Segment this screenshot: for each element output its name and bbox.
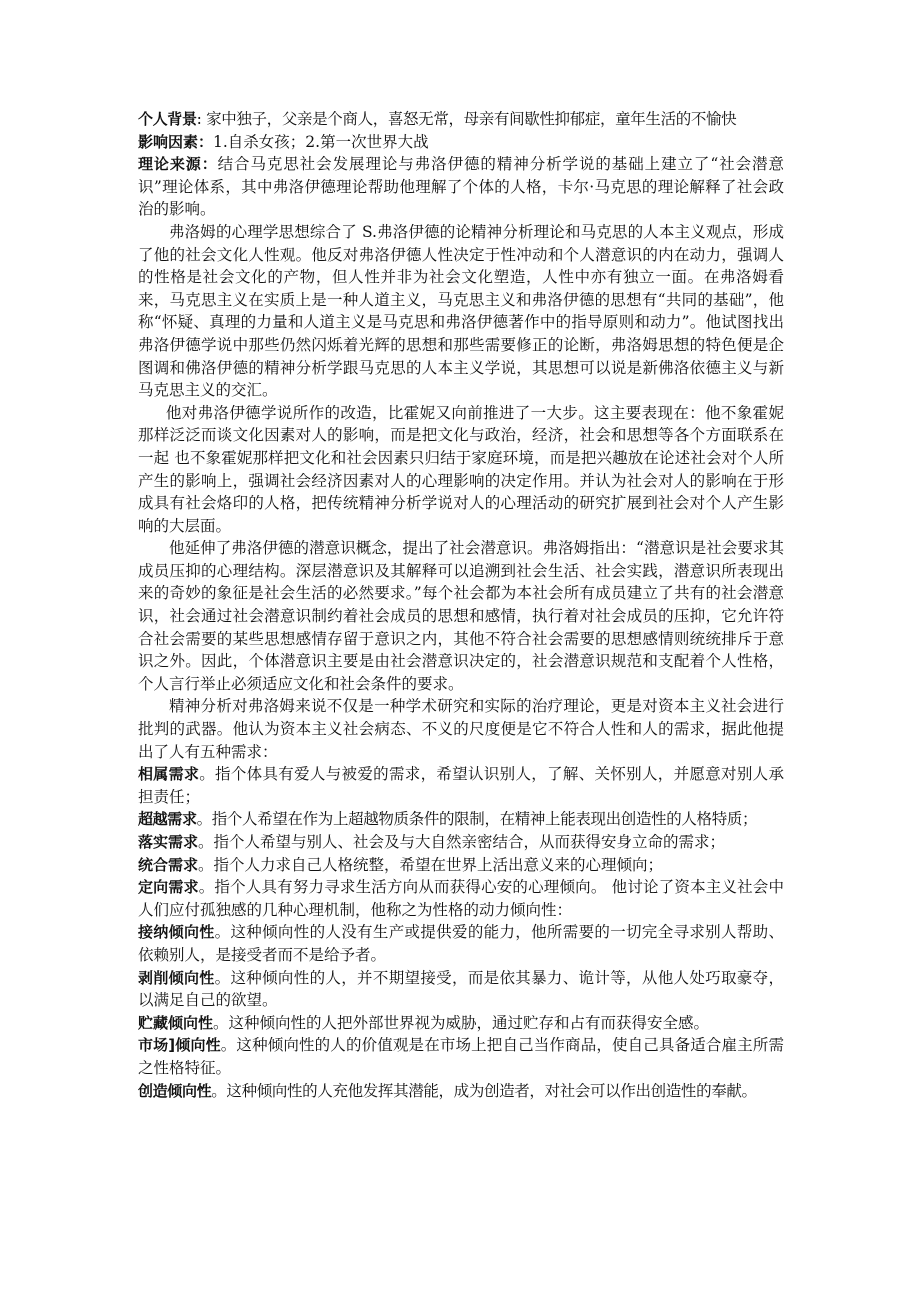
orientation-item xyxy=(138,921,784,966)
need-item xyxy=(138,763,784,808)
need-label: 落实需求 xyxy=(138,833,199,851)
paragraph-synthesis: 弗洛姆的心理学思想综合了 S.弗洛伊德的论精神分析理论和马克思的人本主义观点，形成了他的社会文化人性观。他反对弗洛伊德人性决定于性冲动和个人潜意识的内在动力，强调人的性格是社会文化的产物，但人性并非为社会文化塑造，人性中亦有独立一面。在弗洛姆看来，马克思主义在实质上是一种人道主义，马克思主义和弗洛伊德的思想有“共同的基础”，他称“怀疑、真理的力量和人道主义是马克思和弗洛伊德著作中的指导原则和动力”。他试图找出弗洛伊德学说中那些仍然闪烁着光辉的思想和那些需要修正的论断，弗洛姆思想的特色便是企图调和佛洛伊德的精神分析学跟马克思的人本主义学说，其思想可以说是新佛洛依德主义与新马克思主义的交汇。 xyxy=(138,222,784,400)
need-item xyxy=(138,854,784,877)
orientation-item xyxy=(138,1012,784,1035)
personal-background-label: 个人背景 xyxy=(138,110,197,128)
need-text: 。指个人希望在作为上超越物质条件的限制，在精神上能表现出创造性的人格特质； xyxy=(196,810,758,829)
personal-background-text: 家中独子，父亲是个商人，喜怒无常，母亲有间歇性抑郁症，童年生活的不愉快 xyxy=(206,110,737,128)
theory-source-label: 理论来源： xyxy=(138,155,218,174)
need-item xyxy=(138,831,784,854)
document-body xyxy=(138,108,784,1102)
need-text: 。指个体具有爱人与被爱的需求，希望认识别人，了解、关怀别人，并愿意对别人承担责任； xyxy=(138,765,784,806)
orientation-text: 。这种倾向性的人，并不期望接受，而是依其暴力、诡计等，从他人处巧取豪夺，以满足自己的欲望。 xyxy=(138,968,784,1010)
need-text: 。指个人具有努力寻求生活方向从而获得心安的心理倾向。 他讨论了资本主义社会中人们应付孤独感的几种心理机制，他称之为性格的动力倾向性： xyxy=(138,878,784,919)
theory-source-text: 结合马克思社会发展理论与弗洛伊德的精神分析学说的基础上建立了“社会潜意识”理论体系，其中弗洛伊德理论帮助他理解了个体的人格，卡尔·马克思的理论解释了社会政治的影响。 xyxy=(138,155,784,219)
orientation-label: 接纳倾向性 xyxy=(138,923,215,942)
orientation-label: 创造倾向性 xyxy=(138,1081,212,1100)
need-text: 。指个人力求自己人格统整，希望在世界上活出意义来的心理倾向； xyxy=(198,855,664,874)
orientation-text: 。这种倾向性的人的价值观是在市场上把自己当作商品，使自己具备适合雇主所需之性格特征。 xyxy=(138,1036,784,1077)
orientation-text: 。这种倾向性的人充他发挥其潜能，成为创造者，对社会可以作出创造性的奉献。 xyxy=(211,1081,757,1100)
theory-source xyxy=(138,153,784,221)
orientation-item xyxy=(138,1080,784,1103)
paragraph-social-unconscious: 他延伸了弗洛伊德的潜意识概念，提出了社会潜意识。弗洛姆指出：“潜意识是社会要求其成员压抑的心理结构。深层潜意识及其解释可以追溯到社会生活、社会实践，潜意识所表现出来的奇妙的象征是社会生活的必然要求。”每个社会都为本社会所有成员建立了共有的社会潜意识，社会通过社会潜意识制约着社会成员的思想和感情，执行着对社会成员的压抑，它允许符合社会需要的某些思想感情存留于意识之内，其他不符合社会需要的思想感情则统统排斥于意识之外。因此，个体潜意识主要是由社会潜意识决定的，社会潜意识规范和支配着个人性格，个人言行举止必须适应文化和社会条件的要求。 xyxy=(138,539,784,693)
influence-factors-text: 1.自杀女孩；2.第一次世界大战 xyxy=(213,132,429,151)
influence-factors xyxy=(138,131,784,154)
orientation-label: 市场]倾向性 xyxy=(138,1036,221,1055)
paragraph-reform: 他对弗洛伊德学说所作的改造，比霍妮又向前推进了一大步。这主要表现在：他不象霍妮那样泛泛而谈文化因素对人的影响，而是把文化与政治，经济，社会和思想等各个方面联系在一起 也不象霍妮那样把文化和社会因素只归结于家庭环境，而是把兴趣放在论述社会对个人所产生的影响上，强调社会经济因素对人的心理影响的决定作用。并认为社会对人的影响在于形成具有社会烙印的人格，把传统精神分析学说对人的心理活动的研究扩展到社会对个人产生影响的大层面。 xyxy=(138,403,784,535)
orientation-item xyxy=(138,1034,784,1079)
orientation-label: 剥削倾向性 xyxy=(138,968,215,987)
orientation-item xyxy=(138,967,784,1012)
need-item xyxy=(138,808,784,831)
orientation-text: 。这种倾向性的人把外部世界视为威胁，通过贮存和占有而获得安全感。 xyxy=(213,1013,710,1032)
orientation-label: 贮藏倾向性 xyxy=(138,1013,214,1032)
need-item xyxy=(138,876,784,921)
personal-background: 个人背景: 家中独子，父亲是个商人，喜怒无常，母亲有间歇性抑郁症，童年生活的不愉快 xyxy=(138,110,737,128)
orientation-text: 。这种倾向性的人没有生产或提供爱的能力，他所需要的一切完全寻求别人帮助、依赖别人，是接受者而不是给予者。 xyxy=(138,923,784,964)
need-label: 超越需求 xyxy=(138,810,197,829)
paragraph-critique: 精神分析对弗洛姆来说不仅是一种学术研究和实际的治疗理论，更是对资本主义社会进行批判的武器。他认为资本主义社会病态、不义的尺度便是它不符合人性和人的需求，据此他提出了人有五种需求： xyxy=(138,697,784,761)
need-text: 。指个人希望与别人、社会及与大自然亲密结合，从而获得安身立命的需求； xyxy=(198,833,726,851)
influence-factors-label: 影响因素： xyxy=(138,132,214,151)
need-label: 统合需求 xyxy=(138,855,199,874)
need-label: 相属需求 xyxy=(138,765,200,784)
need-label: 定向需求 xyxy=(138,878,199,897)
